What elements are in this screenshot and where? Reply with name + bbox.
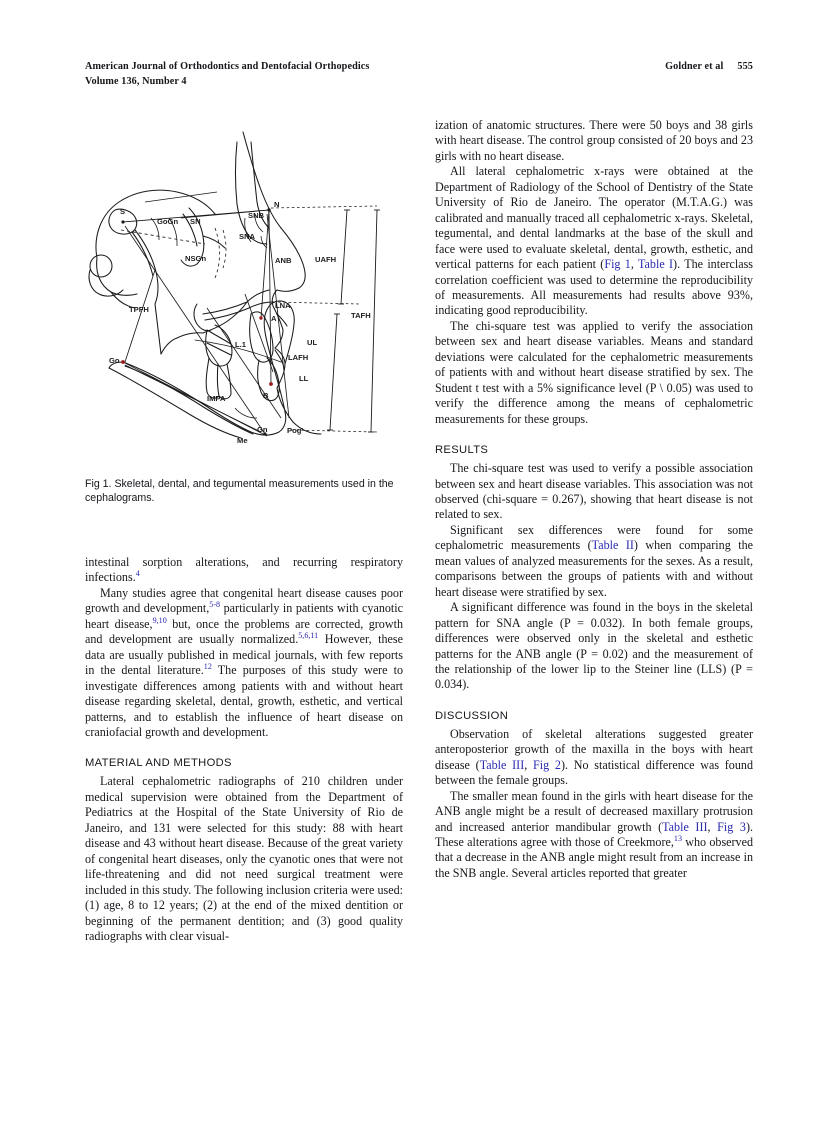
xref-fig-2[interactable]: Fig 2 bbox=[533, 757, 561, 772]
paragraph-studies-c: but, once the problems are corrected, growth and development are usually normalized. bbox=[85, 616, 403, 647]
paragraph-skeletal-b: ). No statistical difference was found between the female groups. bbox=[435, 757, 753, 788]
citation-ref[interactable]: 5,6,11 bbox=[298, 631, 319, 641]
paragraph-studies-b: particularly in patients with cyanotic heart disease, bbox=[85, 601, 404, 631]
xref-separator: , bbox=[524, 757, 533, 772]
xref-table-2[interactable]: Table II bbox=[591, 538, 634, 553]
paragraph-radiography bbox=[435, 164, 753, 319]
label-sn: SN bbox=[190, 217, 201, 226]
label-pog: Pog' bbox=[287, 426, 304, 435]
label-tafh: TAFH bbox=[351, 311, 371, 320]
xref-table-1[interactable]: Table I bbox=[638, 257, 674, 272]
xref-table-3b[interactable]: Table III bbox=[662, 819, 708, 834]
heading-material-and-methods: MATERIAL AND METHODS bbox=[85, 757, 232, 770]
figure-1 bbox=[85, 118, 403, 505]
page-number: 555 bbox=[737, 61, 753, 72]
xref-table-3[interactable]: Table III bbox=[479, 757, 525, 772]
paragraph-studies bbox=[85, 586, 403, 741]
label-uafh: UAFH bbox=[315, 255, 337, 264]
label-ll: LL bbox=[299, 374, 309, 383]
paragraph-continued bbox=[85, 555, 403, 586]
paragraph-studies-a: Many studies agree that congenital heart disease causes poor growth and development, bbox=[85, 585, 403, 616]
cephalometric-tracing-image bbox=[85, 118, 403, 463]
paragraph-sex-differences-b: ) when comparing the mean values of analyzed measurements for the sexes. As a result, comparisons between the groups of patients with and without heart disease were stratified by sex. bbox=[435, 538, 754, 599]
xref-fig-3[interactable]: Fig 3 bbox=[717, 819, 746, 834]
label-l1: L.1 bbox=[235, 340, 246, 349]
citation-ref[interactable]: 4 bbox=[135, 569, 140, 579]
paragraph-radiography-a: All lateral cephalometric x-rays were obtained at the Department of Radiology of the School of Dentistry of the State University of Rio de Janeiro. The operator (M.T.A.G.) was calibrated and manually traced all cephalometric x-rays. Skeletal, tegumental, and dental landmarks at the base of the skull and face were used to evaluate skeletal, dental, growth, esthetic, and vertical patterns for each patient ( bbox=[435, 164, 753, 272]
xref-separator: , bbox=[707, 819, 718, 834]
journal-volume: Volume 136, Number 4 bbox=[85, 75, 187, 87]
xref-separator: , bbox=[630, 257, 638, 272]
heading-results: RESULTS bbox=[435, 444, 489, 457]
xref-fig-1[interactable]: Fig 1 bbox=[604, 257, 631, 272]
label-impa: IMPA bbox=[207, 394, 226, 403]
label-nsgn: NSGn bbox=[185, 254, 207, 263]
citation-ref[interactable]: 9,10 bbox=[152, 615, 167, 625]
paragraph-skeletal-alterations bbox=[435, 727, 753, 789]
left-column bbox=[85, 118, 403, 944]
paragraph-anb-c: who observed that a decrease in the ANB angle might result from an increase in the SNB angle. Several articles reported that greater bbox=[435, 835, 754, 880]
label-n: N bbox=[274, 200, 280, 209]
paragraph-skeletal-a: Observation of skeletal alterations suggested greater anteroposterior growth of the maxilla in the boys with heart disease ( bbox=[435, 726, 753, 772]
two-column-body bbox=[85, 118, 753, 1078]
paragraph-sex-differences-a: Significant sex differences were found for some cephalometric measurements ( bbox=[435, 522, 753, 553]
label-b: B bbox=[263, 391, 269, 400]
label-go: Go bbox=[109, 356, 120, 365]
right-column bbox=[435, 118, 753, 881]
paragraph-material-methods: Lateral cephalometric radiographs of 210 children under medical supervision were obtained from the Department of Pediatrics at the Hospital of the State University of Rio de Janeiro, and 131 were selected for this study: 88 with heart disease and 43 without heart disease. Because of the great variety of congenital heart diseases, only the cyanotic ones that were not life-threatening and did not need surgical treatment were included in this study. The following inclusion criteria were used: (1) age, 8 to 12 years; (2) at the end of the mixed dentition or beginning of the permanent dentition; and (3) good quality radiographs with clear visual- bbox=[85, 774, 403, 943]
paragraph-radiography-b: ). The interclass correlation coefficient was used to determine the reproducibility of measurements. All measurements had results above 93%, indicating good reproducibility. bbox=[435, 257, 753, 318]
label-gn: Gn bbox=[257, 425, 268, 434]
citation-ref[interactable]: 5-8 bbox=[209, 600, 221, 610]
paragraph-statistics: The chi-square test was applied to verify the association between sex and heart disease variables. Means and standard deviations were calculated for the cephalometric measurements of patients with and without heart disease stratified by sex. The Student t test with a 5% significance level (P \ 0.05) was used to verify the difference among the means of cephalometric measurements for these groups. bbox=[435, 318, 753, 426]
spacer bbox=[435, 693, 753, 710]
label-tpfh: TPFH bbox=[129, 305, 149, 314]
paragraph-continued-text: intestinal sorption alterations, and recurring respiratory infections. bbox=[85, 555, 403, 585]
running-head-authors-page bbox=[665, 60, 753, 75]
paragraph-chi-square: The chi-square test was used to verify a possible association between sex and heart disease variables. This association was not observed (chi-square = 0.267), showing that heart disease is not related to sex. bbox=[435, 461, 753, 522]
paragraph-studies-e: The purposes of this study were to investigate differences among patients with and without heart disease regarding skeletal, dental, growth, esthetic, and vertical patterns, and to establish the influence of heart disease on craniofacial growth and development. bbox=[85, 663, 403, 739]
paragraph-sex-differences bbox=[435, 523, 753, 600]
spacer bbox=[435, 427, 753, 444]
label-lafh: LAFH bbox=[288, 353, 309, 362]
running-head bbox=[85, 60, 753, 89]
running-head-authors: Goldner et al bbox=[665, 61, 724, 72]
citation-ref[interactable]: 13 bbox=[673, 834, 682, 843]
running-head-journal bbox=[85, 60, 369, 89]
label-me: Me bbox=[237, 436, 248, 445]
paragraph-sample: ization of anatomic structures. There were 50 boys and 38 girls with heart disease. The control group consisted of 20 boys and 23 girls with no heart disease. bbox=[435, 118, 753, 163]
label-snb: SNB bbox=[248, 211, 265, 220]
label-gogn: GoGn bbox=[157, 217, 179, 226]
journal-title: American Journal of Orthodontics and Dentofacial Orthopedics bbox=[85, 61, 370, 72]
label-s: S bbox=[120, 207, 126, 216]
label-lna: LNA bbox=[275, 301, 291, 310]
label-sna: SNA bbox=[239, 232, 256, 241]
paragraph-sna-anb: A significant difference was found in the boys in the skeletal pattern for SNA angle (P = 0.032). In both female groups, differences were observed only in the skeletal and esthetic patterns for the ANB angle (P = 0.02) and the measurement of the relationship of the lower lip to the Steiner line (LLS) (P = 0.034). bbox=[435, 600, 753, 692]
label-a: A bbox=[271, 314, 277, 323]
spacer bbox=[85, 740, 403, 757]
citation-ref[interactable]: 12 bbox=[203, 662, 212, 672]
figure-caption: Fig 1. Skeletal, dental, and tegumental measurements used in the cephalograms. bbox=[85, 478, 394, 505]
label-ul: UL bbox=[307, 338, 318, 347]
paragraph-anb-girls bbox=[435, 789, 753, 882]
label-anb: ANB bbox=[275, 256, 292, 265]
paragraph-anb-b: ). These alterations agree with those of Creekmore, bbox=[435, 819, 753, 850]
heading-discussion: DISCUSSION bbox=[435, 709, 509, 722]
paragraph-studies-d: However, these data are usually published in medical journals, with few reports in the dental literature. bbox=[85, 632, 403, 678]
paragraph-anb-a: The smaller mean found in the girls with heart disease for the ANB angle might be a result of decreased maxillary protrusion and increased anterior mandibular growth ( bbox=[435, 788, 753, 834]
